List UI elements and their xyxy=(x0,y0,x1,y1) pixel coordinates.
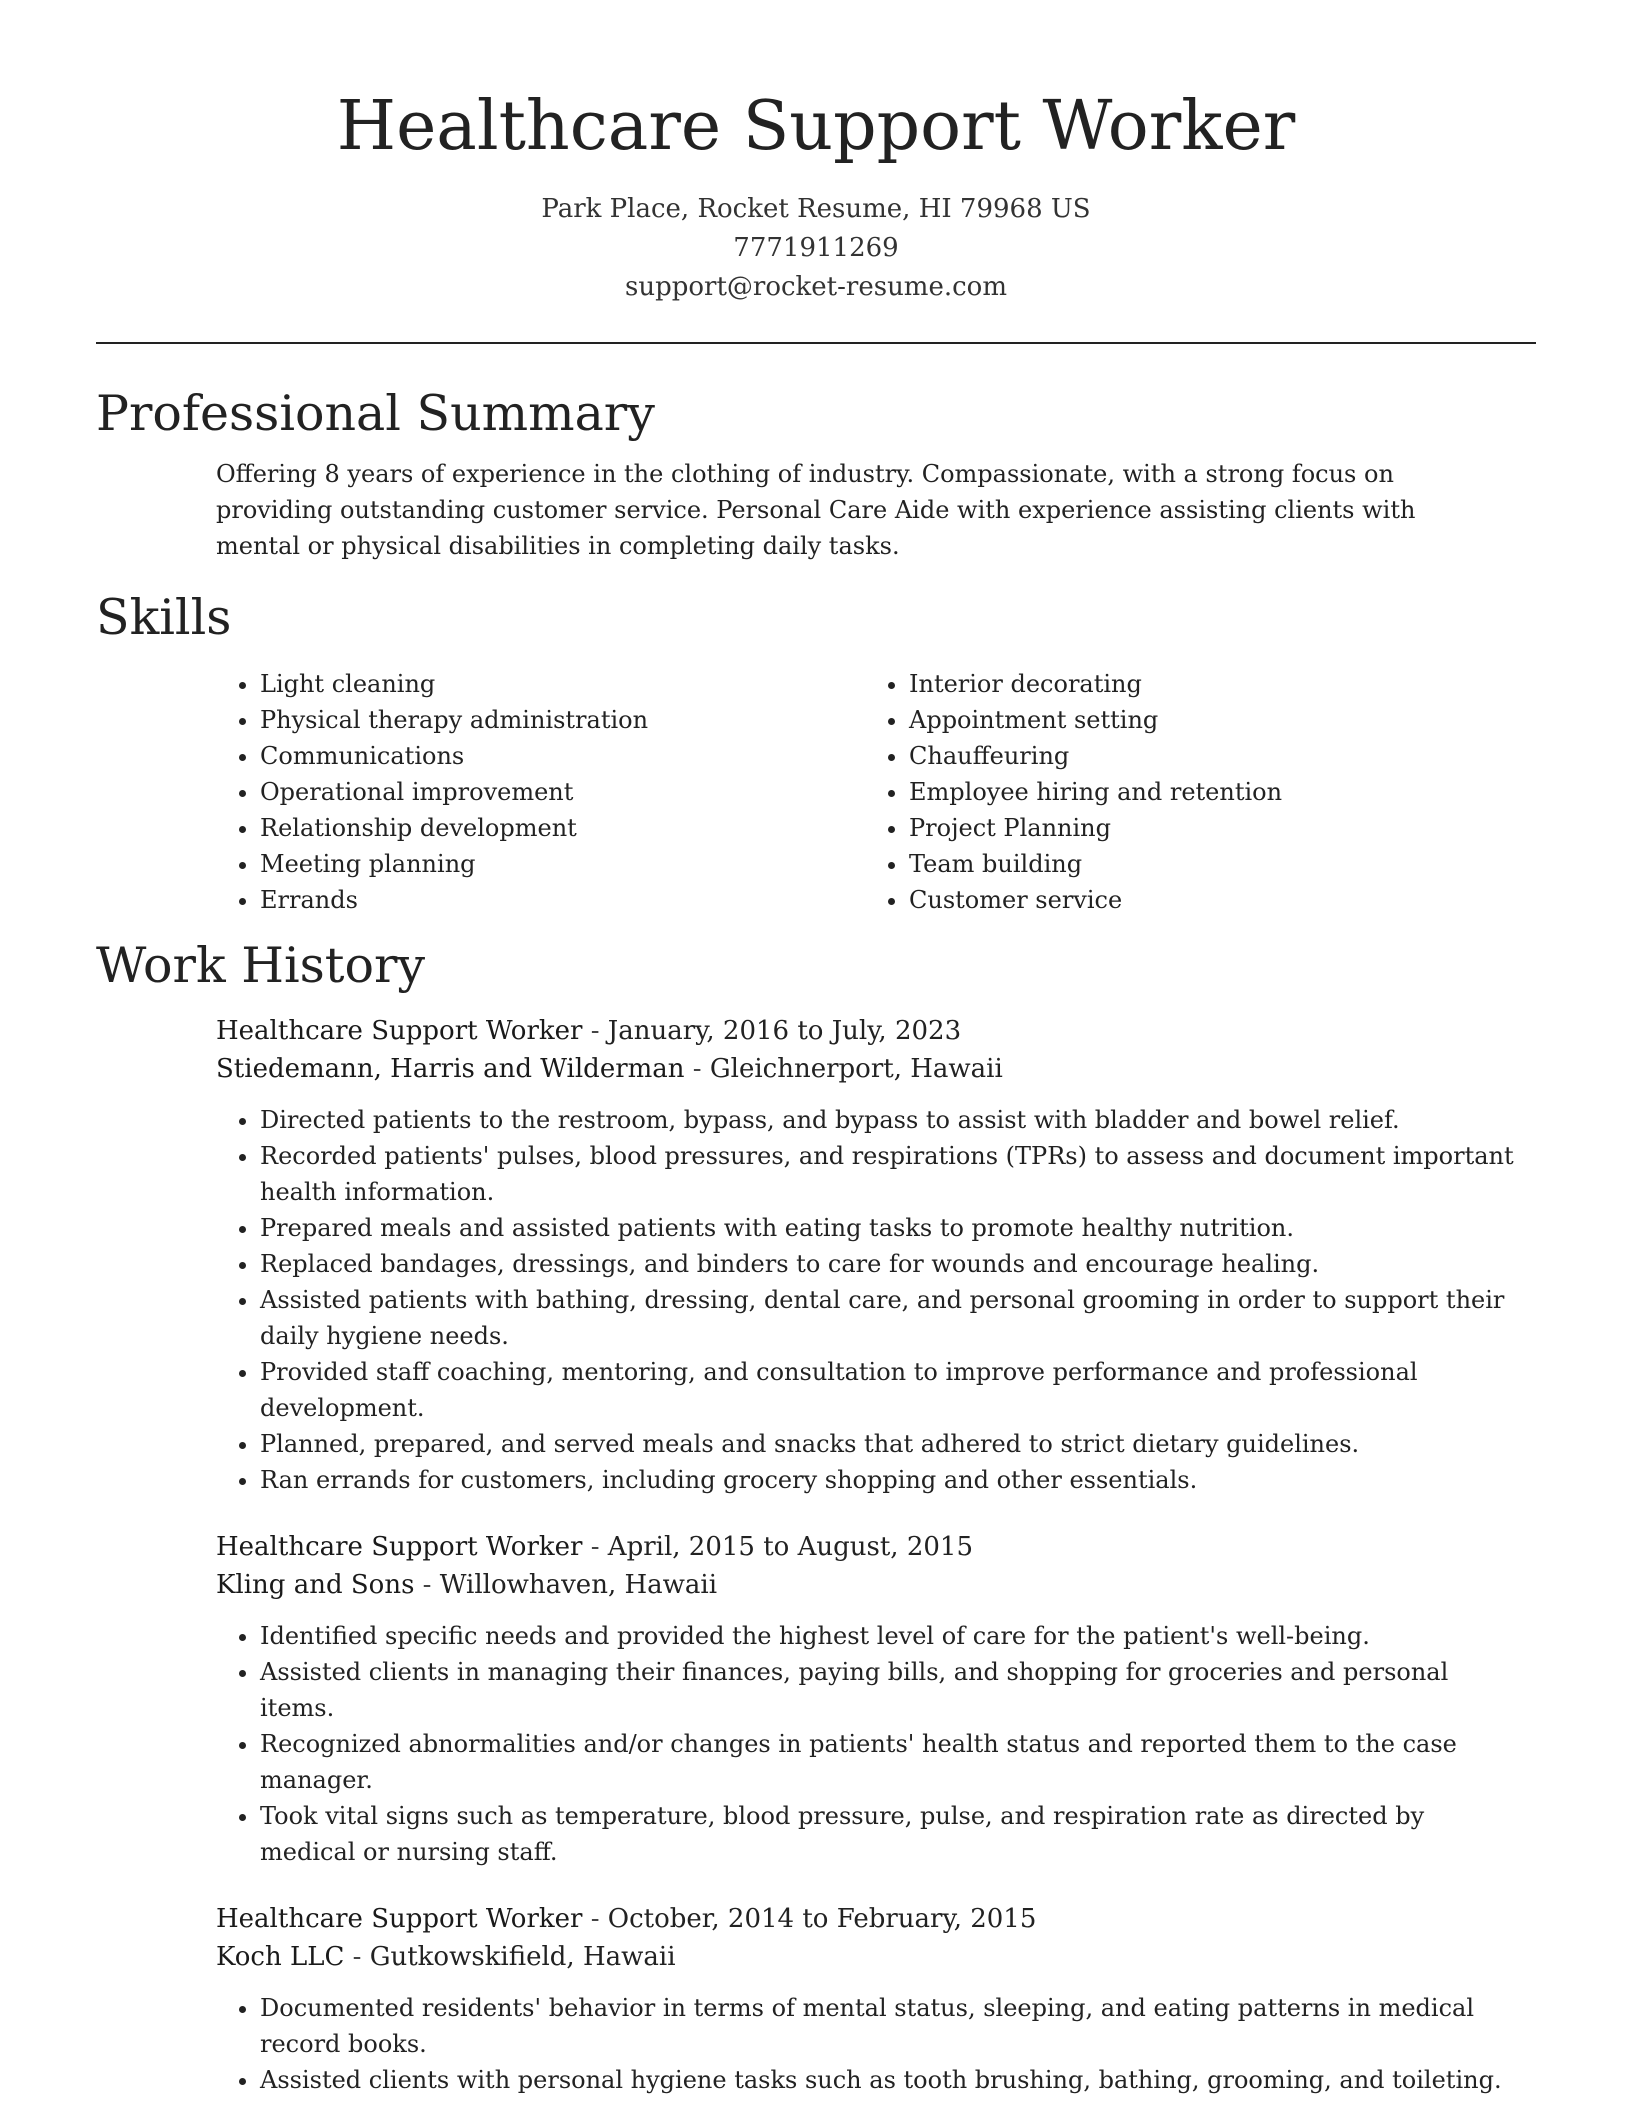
summary-text: Offering 8 years of experience in the clothing of industry. Compassionate, with a strong focus on providing outstanding customer service. Personal Care Aide with experience assisting clients with mental or physical disabilities in completing daily tasks. xyxy=(216,460,1416,560)
job-title-line xyxy=(216,1528,1536,1566)
skill-item: • Light cleaning xyxy=(260,666,865,702)
job-bullet: • Recorded patients' pulses, blood pressures, and respirations (TPRs) to assess and document important health information. xyxy=(260,1138,1516,1210)
contact-block xyxy=(0,190,1632,307)
header-divider xyxy=(96,342,1536,344)
job-company: Koch LLC xyxy=(216,1942,345,1972)
job-bullet: • Provided staff coaching, mentoring, and consultation to improve performance and professional development. xyxy=(260,1354,1516,1426)
skill-item: • Operational improvement xyxy=(260,774,865,810)
resume-body xyxy=(96,378,1536,2112)
skill-item: • Errands xyxy=(260,882,865,918)
job-separator: - xyxy=(582,1532,608,1562)
job-company: Stiedemann, Harris and Wilderman xyxy=(216,1054,685,1084)
job-bullets xyxy=(216,1102,1536,1498)
job-title-line xyxy=(216,1012,1536,1050)
job-bullet: • Assisted patients with bathing, dressing, dental care, and personal grooming in order to support their daily hygiene needs. xyxy=(260,1282,1516,1354)
job-bullet: • Took vital signs such as temperature, blood pressure, pulse, and respiration rate as directed by medical or nursing staff. xyxy=(260,1798,1516,1870)
summary-section xyxy=(96,378,1536,564)
job-role: Healthcare Support Worker xyxy=(216,1904,583,1934)
job-location: Willowhaven, Hawaii xyxy=(439,1570,718,1600)
contact-address: Park Place, Rocket Resume, HI 79968 US xyxy=(541,194,1091,224)
skill-item: • Customer service xyxy=(909,882,1514,918)
job-role: Healthcare Support Worker xyxy=(216,1016,583,1046)
job-bullet: • Ran errands for customers, including grocery shopping and other essentials. xyxy=(260,1462,1516,1498)
job-entry xyxy=(216,1900,1536,2098)
skill-item: • Team building xyxy=(909,846,1514,882)
job-separator: - xyxy=(582,1016,608,1046)
job-company-line xyxy=(216,1566,1536,1604)
job-bullet: • Planned, prepared, and served meals and snacks that adhered to strict dietary guidelines. xyxy=(260,1426,1516,1462)
job-separator: - xyxy=(684,1054,710,1084)
job-bullet: • Prepared meals and assisted patients with eating tasks to promote healthy nutrition. xyxy=(260,1210,1516,1246)
work-history-section xyxy=(96,930,1536,2098)
skills-list-left xyxy=(216,666,865,918)
job-bullet: • Identified specific needs and provided the highest level of care for the patient's well-being. xyxy=(260,1618,1516,1654)
skill-item: • Communications xyxy=(260,738,865,774)
job-location: Gutkowskifield, Hawaii xyxy=(369,1942,676,1972)
skill-item: • Interior decorating xyxy=(909,666,1514,702)
job-company-line xyxy=(216,1050,1536,1088)
contact-email: support@rocket-resume.com xyxy=(624,272,1007,302)
candidate-name: Healthcare Support Worker xyxy=(336,87,1296,166)
work-history-heading: Work History xyxy=(96,937,426,994)
skill-item: • Employee hiring and retention xyxy=(909,774,1514,810)
job-dates: October, 2014 to February, 2015 xyxy=(607,1904,1037,1934)
job-dates: January, 2016 to July, 2023 xyxy=(607,1016,962,1046)
job-dates: April, 2015 to August, 2015 xyxy=(607,1532,974,1562)
skills-heading: Skills xyxy=(96,589,232,646)
job-bullet: • Directed patients to the restroom, bypass, and bypass to assist with bladder and bowel relief. xyxy=(260,1102,1516,1138)
job-bullet: • Assisted clients in managing their finances, paying bills, and shopping for groceries and personal items. xyxy=(260,1654,1516,1726)
skill-item: • Physical therapy administration xyxy=(260,702,865,738)
contact-phone: 7771911269 xyxy=(733,233,899,263)
skill-item: • Appointment setting xyxy=(909,702,1514,738)
job-role: Healthcare Support Worker xyxy=(216,1532,583,1562)
job-separator: - xyxy=(414,1570,440,1600)
job-title-line xyxy=(216,1900,1536,1938)
skill-item: • Relationship development xyxy=(260,810,865,846)
skills-section xyxy=(96,582,1536,918)
job-bullet: • Documented residents' behavior in terms of mental status, sleeping, and eating patterns in medical record books. xyxy=(260,1990,1516,2062)
job-location: Gleichnerport, Hawaii xyxy=(709,1054,1003,1084)
job-company: Kling and Sons xyxy=(216,1570,415,1600)
skill-item: • Project Planning xyxy=(909,810,1514,846)
summary-heading: Professional Summary xyxy=(96,385,655,442)
job-bullets xyxy=(216,1618,1536,1870)
skill-item: • Chauffeuring xyxy=(909,738,1514,774)
job-company-line xyxy=(216,1938,1536,1976)
job-entry xyxy=(216,1528,1536,1870)
job-bullets xyxy=(216,1990,1536,2098)
resume-header xyxy=(0,0,1632,307)
skill-item: • Meeting planning xyxy=(260,846,865,882)
job-bullet: • Replaced bandages, dressings, and binders to care for wounds and encourage healing. xyxy=(260,1246,1516,1282)
job-separator: - xyxy=(344,1942,370,1972)
job-separator: - xyxy=(582,1904,608,1934)
job-entry xyxy=(216,1012,1536,1498)
skills-list-right xyxy=(865,666,1514,918)
skills-columns xyxy=(216,666,1536,918)
job-bullet: • Recognized abnormalities and/or changes in patients' health status and reported them to the case manager. xyxy=(260,1726,1516,1798)
job-bullet: • Assisted clients with personal hygiene tasks such as tooth brushing, bathing, grooming, and toileting. xyxy=(260,2062,1516,2098)
